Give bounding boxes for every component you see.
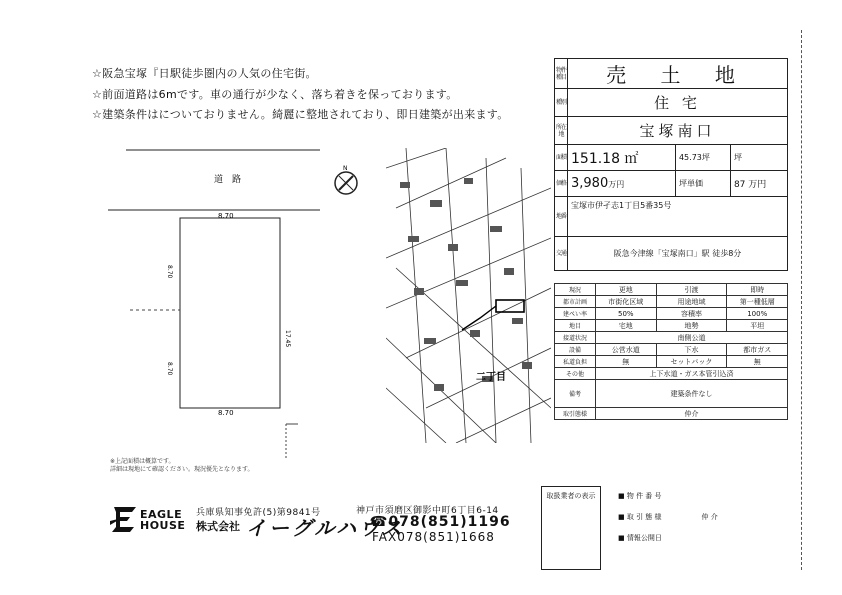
svg-text:二丁目: 二丁目 — [476, 372, 506, 383]
property-address: 宝塚市伊孑志1丁目5番35号 — [568, 197, 788, 237]
dim-top: 8.70 — [218, 212, 234, 220]
logo-text: EAGLE HOUSE — [140, 508, 186, 532]
label-kind: 物件種目 — [555, 59, 568, 89]
license-number: 兵庫県知事免許(5)第9841号 — [196, 508, 321, 518]
dim-left-lower: 8.70 — [166, 362, 173, 376]
area-value: 151.18 ㎡ — [568, 145, 676, 171]
compass-icon — [335, 165, 357, 194]
eagle-logo-icon — [108, 503, 140, 535]
site-plan — [90, 140, 380, 470]
company-fax: FAX078(851)1668 — [372, 530, 495, 544]
note-line: ☆阪急宝塚『日駅徒歩圏内の人気の住宅街。 — [92, 67, 317, 80]
label-access: 交通 — [555, 237, 568, 271]
label-area: 面積 — [555, 145, 568, 171]
dim-left-upper: 8.70 — [166, 265, 173, 279]
company-kabushiki: 株式会社 — [196, 520, 240, 533]
label-address: 地番 — [555, 197, 568, 237]
road-label: 道 路 — [214, 175, 242, 185]
plan-footnote: ※上記面積は概算です。 詳細は現地にて確認ください。現況優先となります。 — [110, 458, 254, 473]
label-location: 所在地 — [555, 117, 568, 145]
dim-right: 17.45 — [284, 330, 291, 348]
label-price: 価格 — [555, 171, 568, 197]
unit-price-label: 坪単価 — [675, 171, 730, 197]
lot-outline — [180, 218, 280, 408]
company-address: 神戸市須磨区御影中町6丁目6-14 — [356, 506, 499, 516]
note-line: ☆前面道路は6mです。車の通行が少なく、落ち着きを保っております。 — [92, 87, 458, 101]
dim-bottom: 8.70 — [218, 409, 234, 417]
area-map — [386, 148, 551, 443]
area-tsubo: 45.73坪 — [675, 145, 730, 171]
property-kind: 売 土 地 — [568, 59, 788, 89]
property-location: 宝塚南口 — [568, 117, 788, 145]
note-line: ☆建築条件はについておりません。綺麗に整地されており、即日建築が出来ます。 — [92, 108, 509, 121]
detail-table: 現況 更地 引渡 即時 都市計画 市街化区域 用途地域 第一種低層 建ぺい率 50% 容積率 100% 地目 宅地 地勢 平坦 接道状況 南側公道 設備 公営水道 下水 都市ガス 私道負担 無 セットバック 無 その他 上下水道・ガス本管引込済 備考 建築条件なし 取引態様 仲介 — [554, 283, 788, 420]
svg-text:N: N — [343, 165, 348, 172]
property-notes — [92, 64, 552, 126]
stamp-box — [541, 486, 601, 570]
property-access: 阪急今津線「宝塚南口」駅 徒歩8分 — [568, 237, 788, 271]
area-note: 坪 — [730, 145, 787, 171]
price-unit: 万円 — [608, 180, 625, 189]
bottom-info: ■ 物 件 番 号 ■ 取 引 態 様 仲 介 ■ 情報公開日 — [618, 492, 718, 542]
label-type: 種別 — [555, 89, 568, 117]
company-name: イーグルハウス — [246, 516, 405, 540]
property-table — [554, 58, 788, 271]
cut-line — [801, 30, 802, 570]
stamp-label: 取扱業者の表示 — [546, 492, 596, 500]
price-value: 3,980 — [571, 176, 609, 191]
unit-price: 87 万円 — [730, 171, 787, 197]
property-type: 住 宅 — [568, 89, 788, 117]
company-tel: ☎078(851)1196 — [370, 514, 511, 530]
